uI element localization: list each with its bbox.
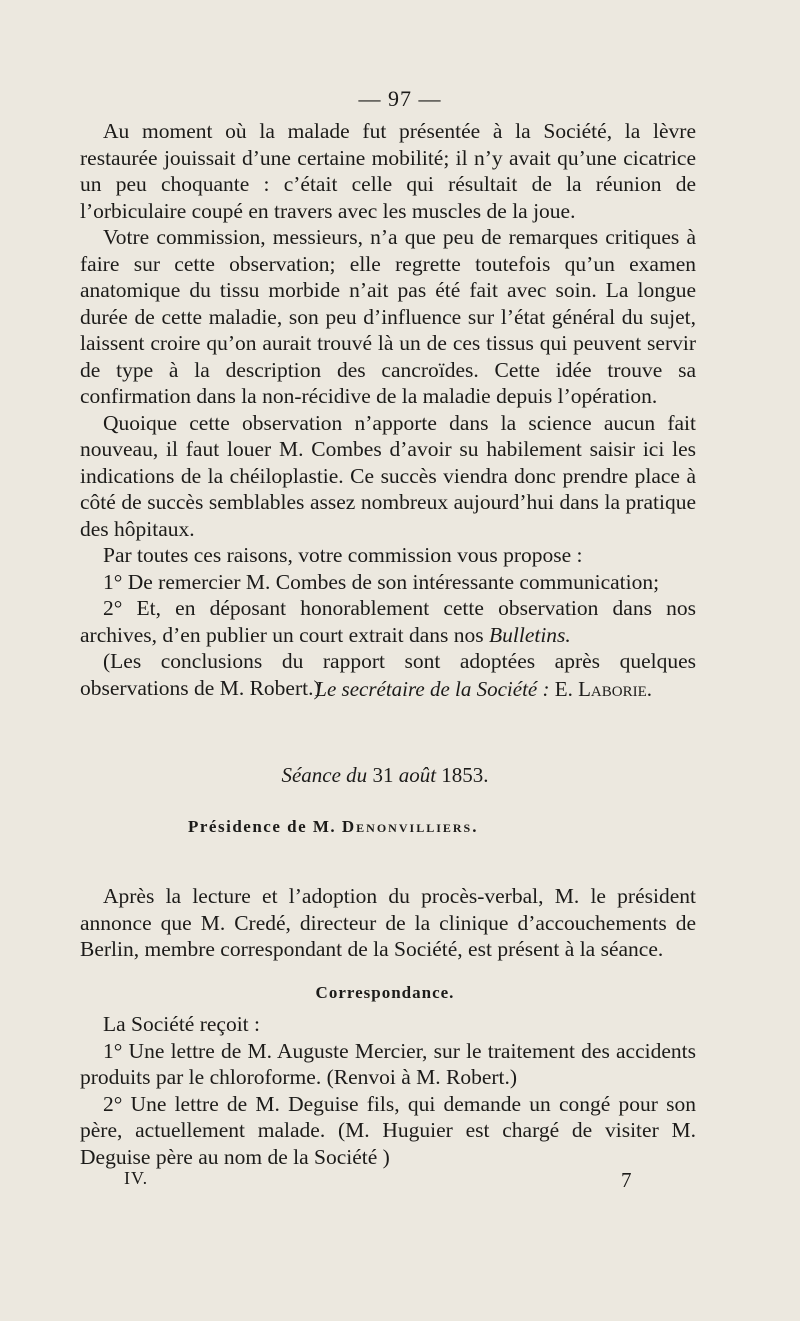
paragraph: Au moment où la malade fut présentée à la Société, la lèvre restaurée jouissait d’une certaine mobilité; il n’y avait qu’une cicatrice un peu choquante : c’était celle qui résultait de la réunion de l’orbiculaire coupé en travers avec les muscles de la joue.: [80, 119, 696, 223]
presidency-heading: [188, 817, 478, 837]
paragraph: [80, 595, 696, 648]
paragraph: La Société reçoit :: [103, 1012, 260, 1036]
paragraph: 2° Une lettre de M. Deguise fils, qui demande un congé pour son père, actuellement malade. (M. Huguier est chargé de visiter M. Deguise père au nom de la Société ): [80, 1091, 696, 1169]
session-day: 31: [372, 763, 394, 787]
paragraph: (Les conclusions du rapport sont adoptées après quelques observations de M. Robert.): [80, 649, 696, 700]
page-number: — 97 —: [358, 86, 442, 111]
correspondence-list: [80, 1011, 696, 1170]
signature-name: E. Laborie.: [554, 677, 652, 701]
session-month: août: [398, 763, 437, 787]
session-heading: [0, 763, 770, 788]
secretary-signature: [315, 677, 652, 702]
paragraph-text: 2° Et, en déposant honorablement cette observation dans nos archives, d’en publier un court extrait dans nos: [80, 596, 696, 647]
session-prefix: Séance du: [281, 763, 368, 787]
paragraph: Votre commission, messieurs, n’a que peu de remarques critiques à faire sur cette observation; elle regrette toutefois qu’un examen anatomique du tissu morbide n’ait pas été fait avec soin. La longue durée de cette maladie, son peu d’influence sur l’état général du sujet, laissent croire qu’on aurait trouvé là un de ces tissus qui peuvent servir de type à la description des cancroïdes. Cette idée trouve sa confirmation dans la non-récidive de la maladie depuis l’opération.: [80, 225, 696, 408]
signature-role: Le secrétaire de la Société :: [315, 677, 550, 701]
paragraph: 1° De remercier M. Combes de son intéressante communication;: [103, 569, 660, 594]
signature-mark: IV.: [124, 1168, 149, 1188]
presidency-name: Denonvilliers.: [341, 817, 479, 836]
paragraph: Par toutes ces raisons, votre commission vous propose :: [103, 543, 583, 567]
paragraph: Quoique cette observation n’apporte dans la science aucun fait nouveau, il faut louer M. Combes d’avoir su habilement saisir ici les indications de la chéiloplastie. Ce succès viendra donc prendre place à côté de succès semblables assez nombreux aujourd’hui dans la pratique des hôpitaux.: [80, 410, 696, 541]
paragraph: Après la lecture et l’adoption du procès-verbal, M. le président annonce que M. Credé, directeur de la clinique d’accouchements de Berlin, membre correspondant de la Société, est présent à la séance.: [80, 884, 696, 961]
correspondence-heading: Correspondance.: [315, 983, 455, 1002]
sheet-number: 7: [621, 1168, 632, 1192]
paragraph: 1° Une lettre de M. Auguste Mercier, sur le traitement des accidents produits par le chloroforme. (Renvoi à M. Robert.): [80, 1038, 696, 1089]
report-conclusion: [80, 118, 696, 701]
session-year: 1853.: [441, 763, 489, 787]
session-opening: [80, 883, 696, 963]
presidency-prefix: Présidence de M.: [188, 817, 337, 836]
bulletins-title: Bulletins.: [488, 622, 571, 647]
